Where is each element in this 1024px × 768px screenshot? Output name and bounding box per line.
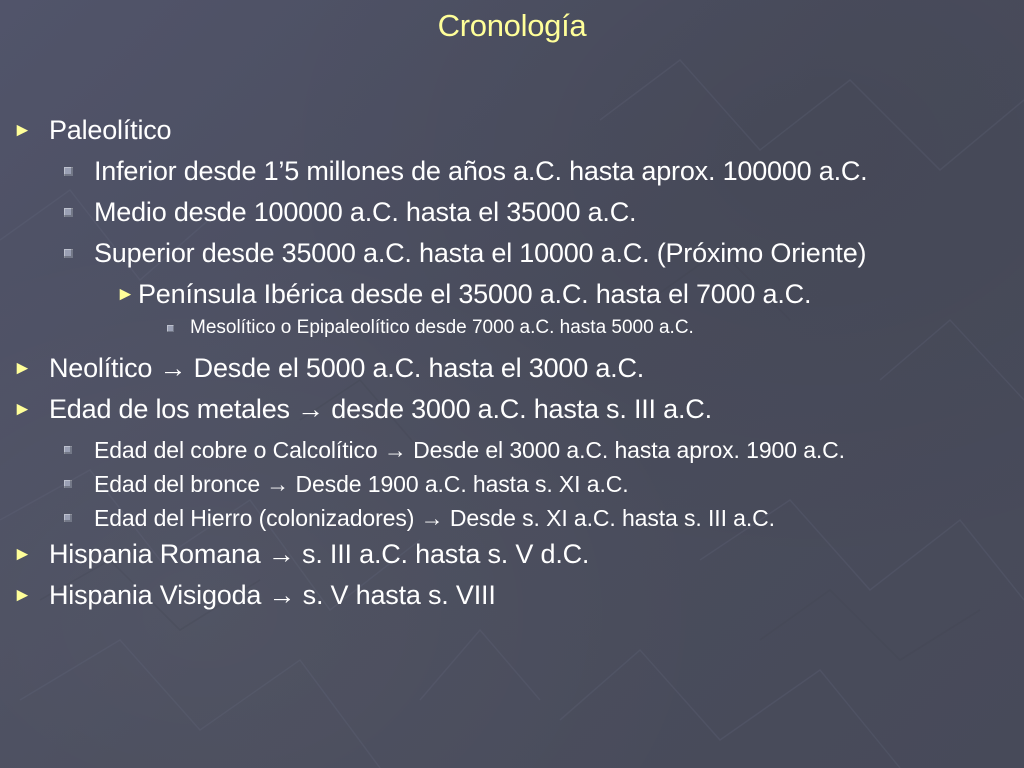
- list-item-edad-metales: [0, 389, 1024, 430]
- list-item-medio: [0, 192, 1024, 233]
- list-item-text: Edad del Hierro (colonizadores) → Desde s. XI a.C. hasta s. III a.C.: [94, 505, 775, 531]
- slide-title: Cronología: [437, 8, 587, 43]
- list-item-text: Medio desde 100000 a.C. hasta el 35000 a.C.: [94, 197, 637, 227]
- triangle-bullet-icon: ►: [13, 399, 32, 420]
- list-item-text: Edad del bronce → Desde 1900 a.C. hasta s. XI a.C.: [94, 471, 629, 497]
- list-item-text: Neolítico → Desde el 5000 a.C. hasta el 3000 a.C.: [49, 353, 645, 383]
- list-item-neolitico: [0, 348, 1024, 389]
- list-item-edad-bronce: [0, 468, 1024, 500]
- square-bullet-icon: [64, 249, 73, 258]
- list-item-text: Hispania Romana → s. III a.C. hasta s. V d.C.: [49, 539, 590, 569]
- square-bullet-icon: [64, 480, 72, 488]
- list-item-inferior: [0, 151, 1024, 192]
- list-item-text: Superior desde 35000 a.C. hasta el 10000 a.C. (Próximo Oriente): [94, 238, 867, 268]
- list-item-edad-cobre: [0, 434, 974, 466]
- list-item-text: Paleolítico: [49, 115, 172, 145]
- list-item-hispania-visigoda: [0, 575, 1024, 616]
- triangle-bullet-icon: ►: [13, 358, 32, 379]
- triangle-bullet-icon: ►: [13, 120, 32, 141]
- list-item-mesolitico: [0, 315, 1024, 341]
- triangle-bullet-icon: ►: [13, 585, 32, 606]
- triangle-bullet-icon: ►: [116, 284, 135, 305]
- list-item-peninsula-iberica: [0, 274, 1024, 315]
- square-bullet-icon: [64, 446, 72, 454]
- list-item-edad-hierro: [0, 502, 1024, 534]
- list-item-text: Edad del cobre o Calcolítico → Desde el 3000 a.C. hasta aprox. 1900 a.C.: [94, 437, 845, 463]
- list-item-text: Mesolítico o Epipaleolítico desde 7000 a.C. hasta 5000 a.C.: [190, 317, 694, 338]
- triangle-bullet-icon: ►: [13, 544, 32, 565]
- square-bullet-icon: [64, 514, 72, 522]
- square-bullet-icon: [64, 167, 73, 176]
- list-item-text: Inferior desde 1’5 millones de años a.C. hasta aprox. 100000 a.C.: [94, 156, 868, 186]
- list-item-text: Península Ibérica desde el 35000 a.C. hasta el 7000 a.C.: [138, 279, 812, 309]
- list-item-superior: [0, 233, 1024, 274]
- list-item-hispania-romana: [0, 534, 1024, 575]
- list-item-text: Hispania Visigoda → s. V hasta s. VIII: [49, 580, 496, 610]
- list-item-paleolitico: [0, 110, 1024, 151]
- square-bullet-icon: [64, 208, 73, 217]
- bullet-list: [0, 110, 1024, 616]
- square-bullet-icon: [167, 325, 174, 332]
- list-item-text: Edad de los metales → desde 3000 a.C. hasta s. III a.C.: [49, 394, 712, 424]
